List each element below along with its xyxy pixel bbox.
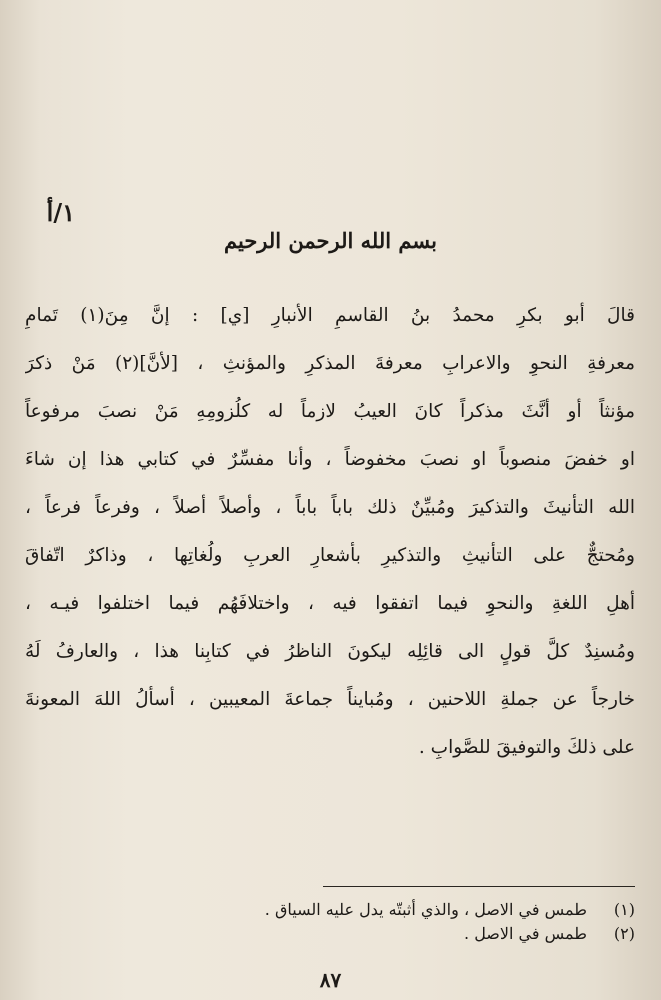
footnote-divider bbox=[323, 886, 635, 887]
body-line: ومُسنِدٌ كلَّ قولٍ الى قائِلِه ليكونَ الناظرُ في كتابِنا هذا ، والعارفُ لَهُ bbox=[25, 641, 635, 662]
body-line: على ذلكَ والتوفيقَ للصَّوابِ . bbox=[418, 737, 635, 758]
folio-mark: ١/أ bbox=[46, 198, 75, 227]
body-line: مؤنثاً أو أنَّثَ مذكراً كانَ العيبُ لازماً له كلُزومِهِ مَنْ نصبَ مرفوعاً bbox=[25, 401, 635, 422]
body-line: أهلِ اللغةِ والنحوِ فيما اتفقوا فيه ، واختلافَهُم فيما اختلفوا فيـه ، bbox=[25, 593, 635, 614]
footnotes bbox=[25, 898, 635, 946]
body-line: قالَ أبو بكرِ محمدُ بنُ القاسمِ الأنبارِ [ي] : إنَّ مِنَ(١) تَمامِ bbox=[25, 305, 635, 326]
page-number: ٨٧ bbox=[319, 968, 342, 992]
body-line: خارجاً عن جملةِ اللاحنين ، ومُبايناً جماعةَ المعيبين ، أسألُ اللهَ المعونةَ bbox=[25, 689, 635, 710]
footnote-text: طمس في الاصل ، والذي أثبتّه يدل عليه السياق . bbox=[264, 900, 587, 919]
body-line: الله التأنيثَ والتذكيرَ ومُبيِّنٌ ذلك باباً باباً ، وأصلاً أصلاً ، وفرعاً فرعاً ، bbox=[25, 497, 635, 518]
footnote-2 bbox=[25, 922, 635, 946]
body-line: او خفضَ منصوباً او نصبَ مخفوضاً ، وأنا مفسِّرٌ في كتابي هذا إن شاءَ bbox=[25, 449, 635, 470]
footnote-1 bbox=[25, 898, 635, 922]
footnote-number: (١) bbox=[613, 900, 635, 919]
body-line: معرفةِ النحوِ والاعرابِ معرفةَ المذكرِ والمؤنثِ ، [لأنَّ](٢) مَنْ ذكرَ bbox=[25, 353, 635, 374]
footnote-number: (٢) bbox=[613, 924, 635, 943]
body-text bbox=[25, 292, 635, 772]
body-line: ومُحتجٌّ على التأنيثِ والتذكيرِ بأشعارِ العربِ ولُغاتِها ، وذاكرٌ اتّفاقَ bbox=[25, 545, 635, 566]
basmala-heading: بسم الله الرحمن الرحيم bbox=[224, 228, 437, 253]
footnote-text: طمس في الاصل . bbox=[464, 924, 587, 943]
